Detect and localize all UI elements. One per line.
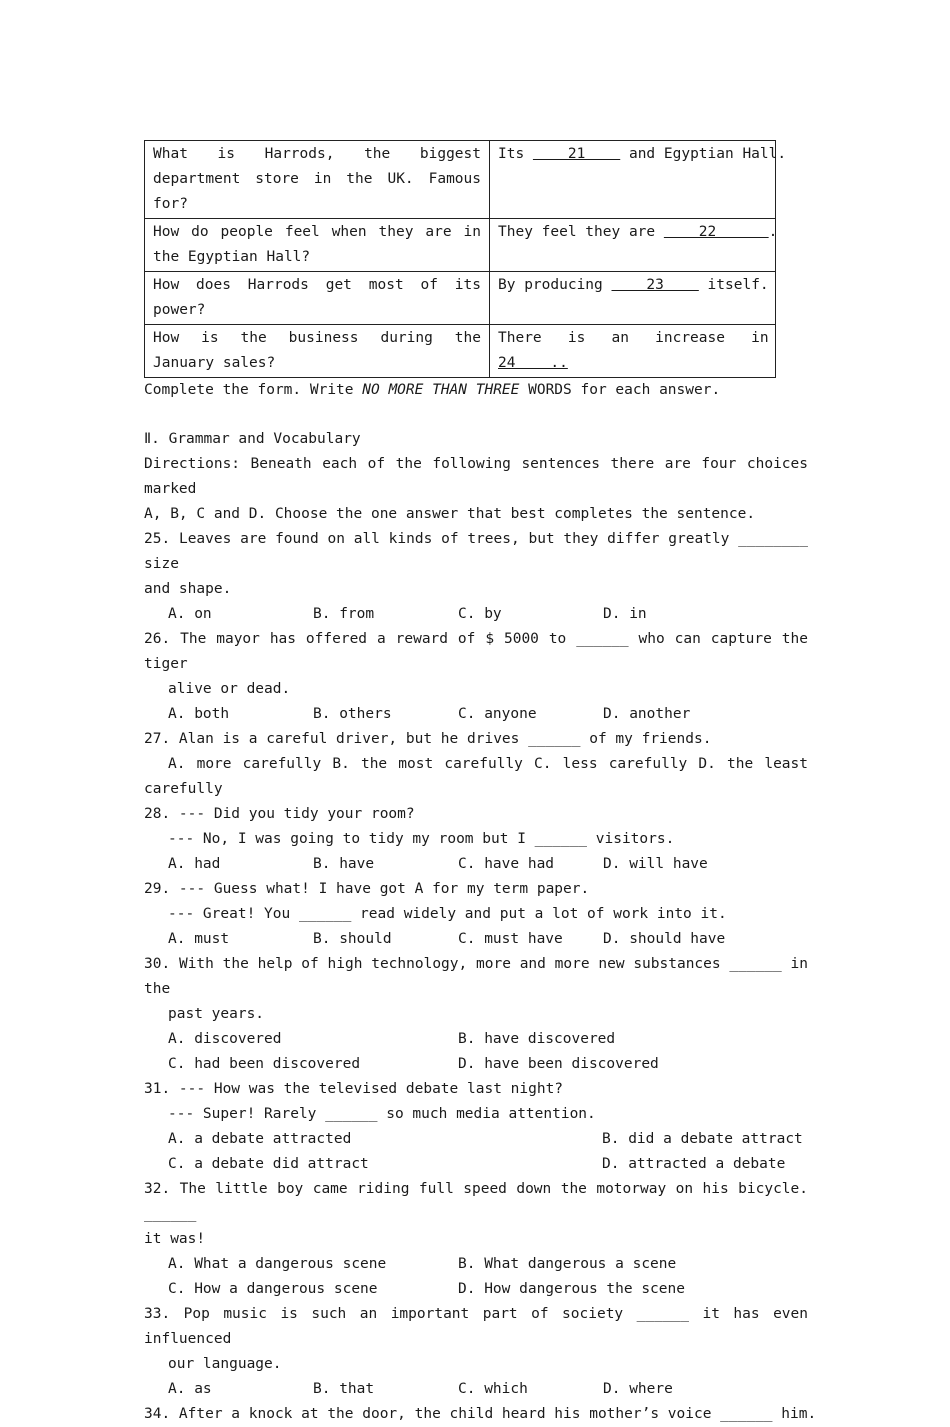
option: C. a debate did attract bbox=[168, 1156, 369, 1172]
table-row bbox=[145, 219, 776, 272]
form-question: How does Harrods get most of its power? bbox=[145, 272, 490, 325]
options-27: A. more carefully B. the most carefully C. less carefully D. the least bbox=[168, 756, 808, 772]
option: C. anyone bbox=[458, 706, 537, 722]
option: B. that bbox=[313, 1381, 375, 1397]
option: D. where bbox=[603, 1381, 673, 1397]
form-instruction: Complete the form. Write NO MORE THAN THREE WORDS for each answer. bbox=[144, 382, 721, 398]
options-30 bbox=[144, 1027, 808, 1052]
table-row bbox=[145, 325, 776, 378]
blank-21: 21 bbox=[532, 146, 621, 162]
question-32-cont: it was! bbox=[144, 1231, 206, 1247]
question-25: 25. Leaves are found on all kinds of trees, but they differ greatly ________ size bbox=[144, 531, 808, 572]
question-32: 32. The little boy came riding full speed down the motorway on his bicycle. ______ bbox=[144, 1181, 808, 1222]
question-31-reply: --- Super! Rarely ______ so much media attention. bbox=[168, 1106, 596, 1122]
option: C. How a dangerous scene bbox=[168, 1281, 378, 1297]
option: D. in bbox=[603, 606, 647, 622]
question-30-cont: past years. bbox=[168, 1006, 265, 1022]
form-question: What is Harrods, the biggest department store in the UK. Famous for? bbox=[145, 141, 490, 219]
options-31 bbox=[144, 1127, 808, 1152]
option: B. from bbox=[313, 606, 375, 622]
question-26-cont: alive or dead. bbox=[168, 681, 291, 697]
option: A. both bbox=[168, 706, 230, 722]
question-28-reply: --- No, I was going to tidy my room but I ______ visitors. bbox=[168, 831, 675, 847]
option: C. have had bbox=[458, 856, 555, 872]
form-answer: They feel they are 22 . bbox=[490, 219, 776, 272]
option: D. How dangerous the scene bbox=[458, 1281, 685, 1297]
option: A. What a dangerous scene bbox=[168, 1256, 387, 1272]
form-question: How do people feel when they are in the Egyptian Hall? bbox=[145, 219, 490, 272]
option: D. another bbox=[603, 706, 691, 722]
option: A. a debate attracted bbox=[168, 1131, 352, 1147]
option: B. others bbox=[313, 706, 392, 722]
form-answer: There is an increase in 24 .. bbox=[490, 325, 776, 378]
options-32 bbox=[144, 1252, 808, 1277]
question-29-reply: --- Great! You ______ read widely and put a lot of work into it. bbox=[168, 906, 727, 922]
blank-24: 24 .. bbox=[498, 355, 568, 371]
options-25 bbox=[144, 602, 808, 627]
options-28 bbox=[144, 852, 808, 877]
form-question: How is the business during the January sales? bbox=[145, 325, 490, 378]
table-row bbox=[145, 141, 776, 219]
option: B. have bbox=[313, 856, 375, 872]
section-title: Ⅱ. Grammar and Vocabulary bbox=[144, 431, 361, 447]
form-answer: By producing 23 itself. bbox=[490, 272, 776, 325]
options-33 bbox=[144, 1377, 808, 1402]
option: B. have discovered bbox=[458, 1031, 616, 1047]
option: A. discovered bbox=[168, 1031, 282, 1047]
question-28: 28. --- Did you tidy your room? bbox=[144, 806, 415, 822]
question-25-cont: and shape. bbox=[144, 581, 232, 597]
blank-22: 22 bbox=[663, 224, 769, 240]
option: D. will have bbox=[603, 856, 708, 872]
option: A. as bbox=[168, 1381, 212, 1397]
blank-23: 23 bbox=[611, 277, 699, 293]
option: B. What dangerous a scene bbox=[458, 1256, 677, 1272]
options-29 bbox=[144, 927, 808, 952]
answer-form-table bbox=[144, 140, 787, 378]
option: B. did a debate attract bbox=[602, 1131, 803, 1147]
option: C. had been discovered bbox=[168, 1056, 361, 1072]
option: A. must bbox=[168, 931, 230, 947]
question-29: 29. --- Guess what! I have got A for my term paper. bbox=[144, 881, 590, 897]
option: A. had bbox=[168, 856, 221, 872]
question-34: 34. After a knock at the door, the child heard his mother’s voice ______ him. bbox=[144, 1406, 817, 1422]
directions-line: A, B, C and D. Choose the one answer that best completes the sentence. bbox=[144, 506, 756, 522]
options-32 bbox=[144, 1277, 808, 1302]
question-27: 27. Alan is a careful driver, but he drives ______ of my friends. bbox=[144, 731, 712, 747]
options-26 bbox=[144, 702, 808, 727]
option: D. have been discovered bbox=[458, 1056, 659, 1072]
directions-line: Directions: Beneath each of the following sentences there are four choices marked bbox=[144, 456, 808, 497]
document-page bbox=[144, 140, 817, 1427]
table-row bbox=[145, 272, 776, 325]
options-30 bbox=[144, 1052, 808, 1077]
option: A. on bbox=[168, 606, 212, 622]
question-33: 33. Pop music is such an important part of society ______ it has even influenced bbox=[144, 1306, 808, 1347]
option: C. must have bbox=[458, 931, 563, 947]
question-31: 31. --- How was the televised debate last night? bbox=[144, 1081, 564, 1097]
question-33-cont: our language. bbox=[168, 1356, 282, 1372]
option: D. should have bbox=[603, 931, 726, 947]
option: C. by bbox=[458, 606, 502, 622]
question-30: 30. With the help of high technology, more and more new substances ______ in the bbox=[144, 956, 808, 997]
form-answer: Its 21 and Egyptian Hall. bbox=[490, 141, 776, 219]
option: D. attracted a debate bbox=[602, 1156, 786, 1172]
options-31 bbox=[144, 1152, 808, 1177]
question-26: 26. The mayor has offered a reward of $ 5000 to ______ who can capture the tiger bbox=[144, 631, 808, 672]
option: C. which bbox=[458, 1381, 528, 1397]
options-27-wrap: carefully bbox=[144, 781, 223, 797]
option: B. should bbox=[313, 931, 392, 947]
